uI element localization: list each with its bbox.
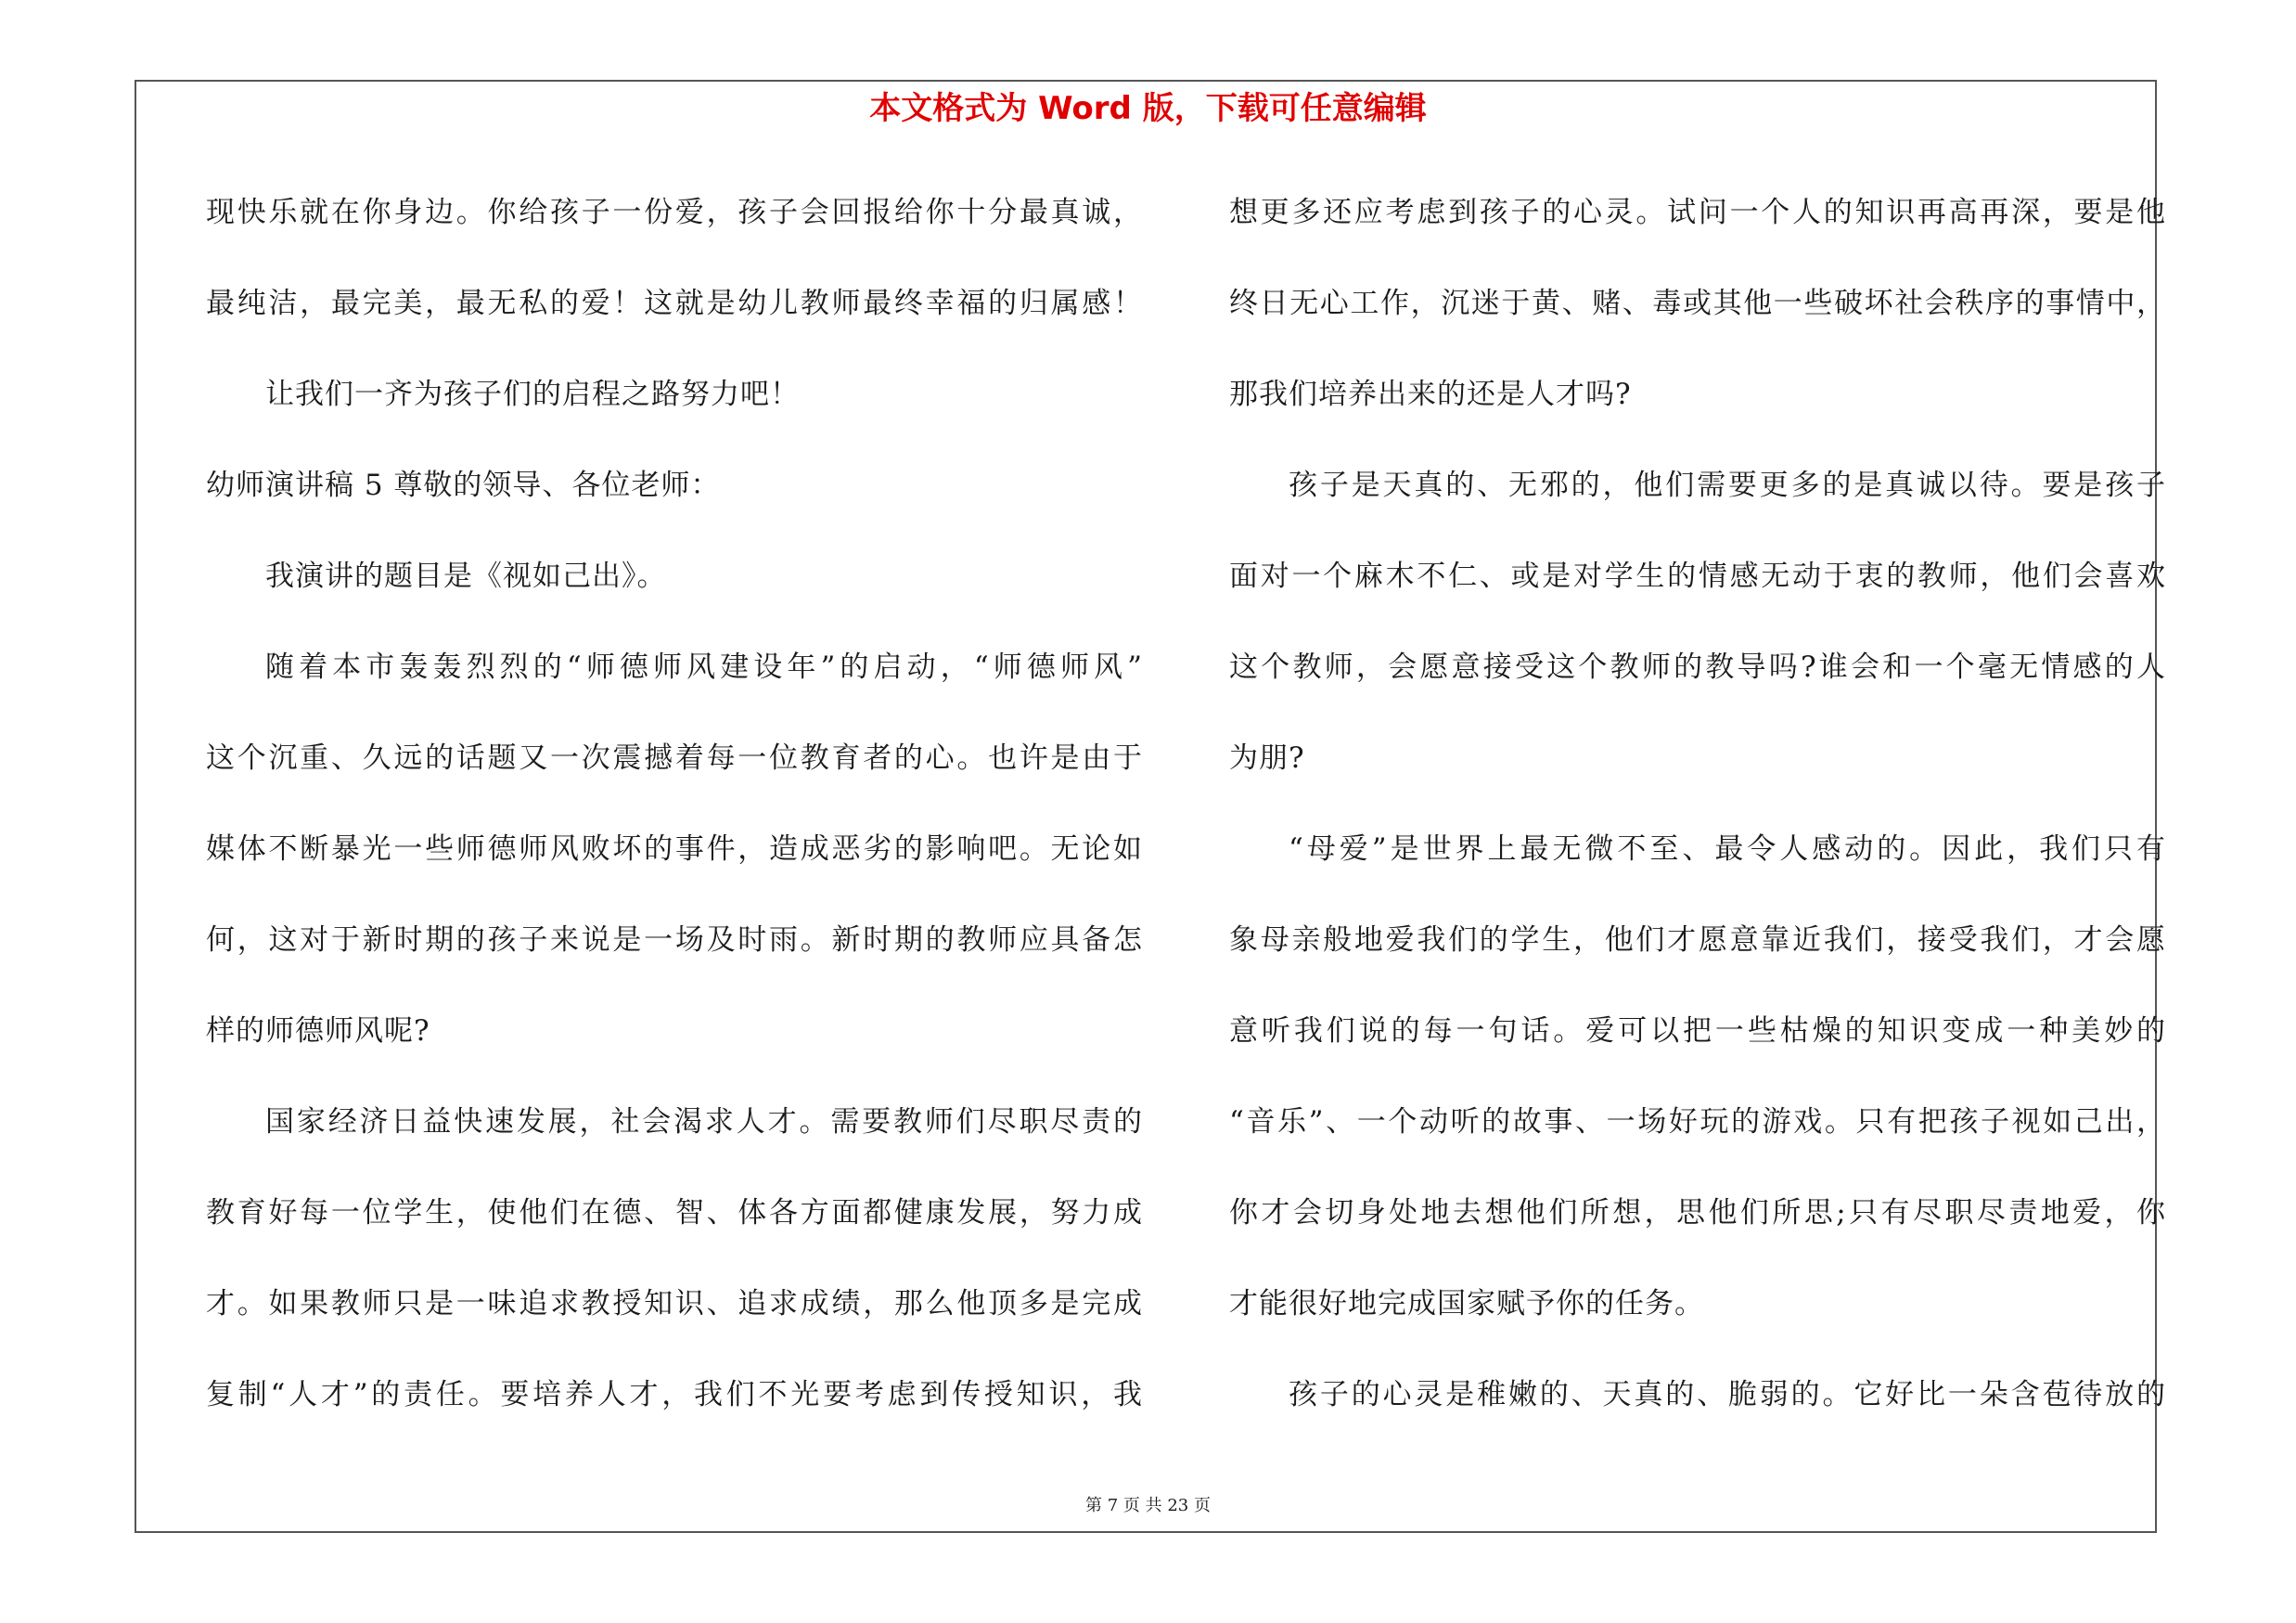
text-line: 孩子的心灵是稚嫩的、天真的、脆弱的。它好比一朵含苞待放的	[1289, 1378, 2166, 1411]
text-line: 让我们一齐为孩子们的启程之路努力吧！	[265, 378, 800, 411]
text-line: 面对一个麻木不仁、或是对学生的情感无动于衷的教师，他们会喜欢	[1229, 560, 2166, 593]
text-line: 这个沉重、久远的话题又一次震撼着每一位教育者的心。也许是由于	[206, 741, 1143, 775]
text-line: 才能很好地完成国家赋予你的任务。	[1229, 1287, 1704, 1320]
text-line: 你才会切身处地去想他们所想，思他们所思;只有尽职尽责地爱，你	[1229, 1196, 2166, 1230]
text-line: 现快乐就在你身边。你给孩子一份爱，孩子会回报给你十分最真诚，	[206, 196, 1143, 229]
text-line: “母爱”是世界上最无微不至、最令人感动的。因此，我们只有	[1289, 832, 2166, 866]
word-format-banner: 本文格式为 Word 版，下载可任意编辑	[869, 90, 1427, 127]
text-line: 才。如果教师只是一味追求教授知识、追求成绩，那么他顶多是完成	[206, 1287, 1143, 1320]
text-line: 这个教师，会愿意接受这个教师的教导吗?谁会和一个毫无情感的人	[1229, 650, 2166, 684]
text-line: 意听我们说的每一句话。爱可以把一些枯燥的知识变成一种美妙的	[1229, 1014, 2166, 1048]
text-line: 复制“人才”的责任。要培养人才，我们不光要考虑到传授知识，我	[206, 1378, 1143, 1411]
text-line: 孩子是天真的、无邪的，他们需要更多的是真诚以待。要是孩子	[1289, 469, 2166, 502]
page-number-footer: 第 7 页 共 23 页	[1085, 1496, 1211, 1515]
text-line: “音乐”、一个动听的故事、一场好玩的游戏。只有把孩子视如己出，	[1229, 1105, 2166, 1139]
text-line: 那我们培养出来的还是人才吗?	[1229, 378, 1632, 411]
text-line: 幼师演讲稿 5 尊敬的领导、各位老师：	[206, 469, 721, 502]
text-line: 终日无心工作，沉迷于黄、赌、毒或其他一些破坏社会秩序的事情中，	[1229, 287, 2166, 320]
text-line: 媒体不断暴光一些师德师风败坏的事件，造成恶劣的影响吧。无论如	[206, 832, 1143, 866]
text-line: 为朋?	[1229, 741, 1305, 775]
text-line: 我演讲的题目是《视如己出》。	[265, 560, 667, 593]
text-line: 想更多还应考虑到孩子的心灵。试问一个人的知识再高再深，要是他	[1229, 196, 2166, 229]
text-line: 随着本市轰轰烈烈的“师德师风建设年”的启动，“师德师风”	[265, 650, 1143, 684]
text-line: 象母亲般地爱我们的学生，他们才愿意靠近我们，接受我们，才会愿	[1229, 923, 2166, 957]
text-line: 教育好每一位学生，使他们在德、智、体各方面都健康发展，努力成	[206, 1196, 1143, 1230]
text-line: 样的师德师风呢?	[206, 1014, 430, 1048]
text-line: 最纯洁，最完美，最无私的爱！这就是幼儿教师最终幸福的归属感！	[206, 287, 1143, 320]
left-text-column	[206, 185, 1143, 1458]
text-line: 何，这对于新时期的孩子来说是一场及时雨。新时期的教师应具备怎	[206, 923, 1143, 957]
right-text-column	[1229, 185, 2166, 1458]
text-line: 国家经济日益快速发展，社会渴求人才。需要教师们尽职尽责的	[265, 1105, 1143, 1139]
